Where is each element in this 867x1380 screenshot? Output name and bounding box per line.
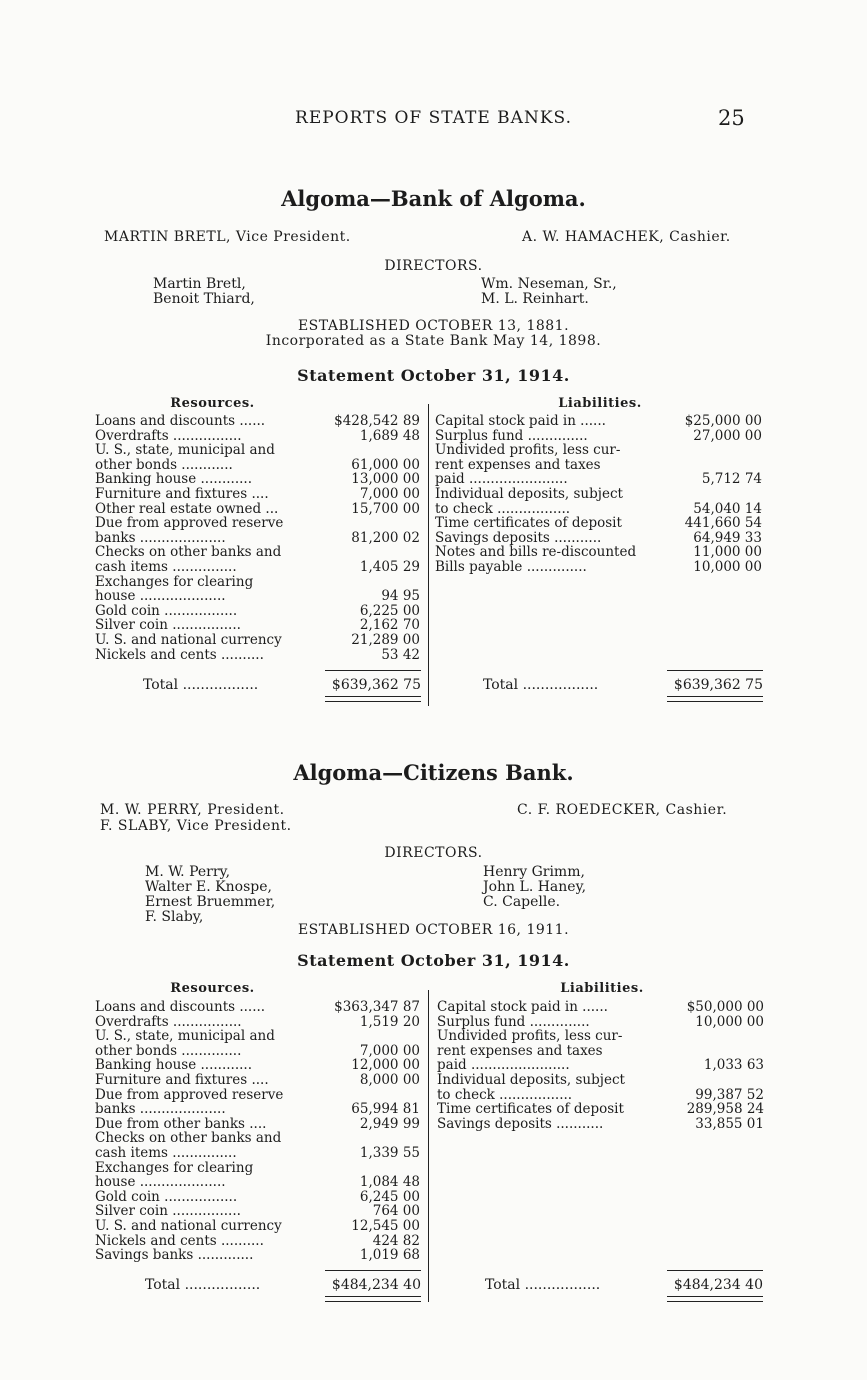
table-row (95, 1117, 420, 1132)
item-amount: 99,387 52 (695, 1086, 764, 1103)
item-amount: 1,405 29 (359, 558, 420, 575)
double-rule (667, 1296, 763, 1302)
item-label: Gold coin ................. (95, 602, 238, 619)
director-name: Walter E. Knospe, (145, 879, 272, 895)
officer-vice-president: F. SLABY, Vice President. (100, 818, 292, 834)
item-label: Individual deposits, subject (437, 1071, 625, 1088)
item-amount: 33,855 01 (695, 1115, 764, 1132)
officer-cashier: A. W. HAMACHEK, Cashier. (522, 229, 731, 245)
total-resources: $484,234 40 (331, 1277, 421, 1293)
director-name: M. W. Perry, (145, 864, 231, 880)
total-label: Total ................. (485, 1277, 601, 1293)
item-label: house .................... (95, 1174, 226, 1191)
incorporated-line: Incorporated as a State Bank May 14, 1898. (265, 333, 602, 349)
item-label: Due from approved reserve (95, 515, 284, 532)
double-rule (667, 696, 763, 702)
item-label: house .................... (95, 588, 226, 605)
item-amount: 1,019 68 (359, 1247, 420, 1264)
item-amount: 6,225 00 (359, 602, 420, 619)
table-row (95, 1175, 420, 1190)
item-label: Loans and discounts ...... (95, 999, 266, 1015)
item-label: Notes and bills re-discounted (435, 544, 637, 561)
item-label: Overdrafts ................ (95, 427, 242, 444)
table-row (437, 1102, 764, 1117)
table-row (95, 604, 420, 619)
total-liabilities: $484,234 40 (673, 1277, 763, 1293)
director-name: C. Capelle. (483, 894, 561, 910)
item-amount: 289,958 24 (686, 1101, 764, 1118)
director-name: F. Slaby, (145, 909, 204, 925)
table-row (95, 545, 420, 560)
table-row (437, 1029, 764, 1044)
table-row (95, 1131, 420, 1146)
double-rule (325, 1296, 421, 1302)
item-label: banks .................... (95, 529, 226, 546)
item-amount: $25,000 00 (684, 413, 762, 429)
item-label: Banking house ............ (95, 1057, 253, 1074)
total-label: Total ................. (145, 1277, 261, 1293)
table-row (95, 1088, 420, 1103)
item-label: U. S., state, municipal and (95, 442, 275, 459)
item-label: rent expenses and taxes (437, 1042, 603, 1059)
item-label: paid ....................... (435, 471, 568, 488)
item-amount: 27,000 00 (693, 427, 762, 444)
table-row (437, 1058, 764, 1073)
director-name: Ernest Bruemmer, (145, 894, 276, 910)
item-amount: 1,339 55 (359, 1144, 420, 1161)
officer-president: M. W. PERRY, President. (100, 802, 285, 818)
item-label: Gold coin ................. (95, 1188, 238, 1205)
liabilities-table (437, 1000, 764, 1131)
item-label: Capital stock paid in ...... (437, 999, 608, 1015)
item-amount: 424 82 (372, 1232, 420, 1249)
total-liabilities: $639,362 75 (673, 677, 763, 693)
table-row (437, 1000, 764, 1015)
item-amount: 7,000 00 (359, 485, 420, 502)
table-row (437, 1088, 764, 1103)
item-label: cash items ............... (95, 1144, 237, 1161)
table-row (95, 560, 420, 575)
item-amount: 1,519 20 (359, 1013, 420, 1030)
total-resources: $639,362 75 (331, 677, 421, 693)
statement-heading: Statement October 31, 1914. (297, 951, 570, 970)
table-row (95, 1058, 420, 1073)
item-label: Savings deposits ........... (435, 529, 602, 546)
item-label: Time certificates of deposit (435, 515, 622, 532)
item-label: Undivided profits, less cur- (437, 1028, 623, 1045)
item-amount: 12,000 00 (351, 1057, 420, 1074)
table-row (95, 1044, 420, 1059)
item-label: Undivided profits, less cur- (435, 442, 621, 459)
item-amount: 64,949 33 (693, 529, 762, 546)
liabilities-heading: Liabilities. (560, 981, 644, 996)
item-label: Surplus fund .............. (435, 427, 588, 444)
resources-heading: Resources. (170, 981, 255, 996)
bank-title: Algoma—Bank of Algoma. (281, 186, 586, 211)
item-label: Individual deposits, subject (435, 485, 623, 502)
item-amount: 1,033 63 (703, 1057, 764, 1074)
table-row (95, 443, 420, 458)
directors-heading: DIRECTORS. (384, 258, 483, 274)
director-name: Benoit Thiard, (153, 291, 255, 307)
item-amount: 54,040 14 (693, 500, 762, 517)
item-label: Exchanges for clearing (95, 573, 254, 590)
item-amount: $428,542 89 (334, 413, 420, 429)
resources-heading: Resources. (170, 396, 255, 411)
table-row (435, 487, 762, 502)
table-row (95, 1234, 420, 1249)
item-label: cash items ............... (95, 558, 237, 575)
total-rule (667, 670, 763, 671)
established-line: ESTABLISHED OCTOBER 13, 1881. (297, 318, 570, 334)
table-row (435, 458, 762, 473)
item-amount: 7,000 00 (359, 1042, 420, 1059)
item-amount: 8,000 00 (359, 1071, 420, 1088)
item-label: to check ................. (437, 1086, 573, 1103)
item-amount: 61,000 00 (351, 456, 420, 473)
item-amount: 65,994 81 (351, 1101, 420, 1118)
director-name: Martin Bretl, (153, 276, 246, 292)
item-label: Nickels and cents .......... (95, 646, 264, 663)
table-row (95, 1000, 420, 1015)
table-row (95, 1204, 420, 1219)
item-amount: 13,000 00 (351, 471, 420, 488)
liabilities-heading: Liabilities. (558, 396, 642, 411)
item-label: Overdrafts ................ (95, 1013, 242, 1030)
total-rule (325, 1270, 421, 1271)
total-label: Total ................. (143, 677, 259, 693)
item-amount: $363,347 87 (334, 999, 420, 1015)
item-label: U. S., state, municipal and (95, 1028, 275, 1045)
table-row (95, 1015, 420, 1030)
table-row (95, 458, 420, 473)
liabilities-table (435, 414, 762, 575)
item-amount: 53 42 (381, 646, 420, 663)
table-row (95, 429, 420, 444)
table-row (95, 1146, 420, 1161)
table-row (95, 1161, 420, 1176)
item-label: Due from other banks .... (95, 1115, 267, 1132)
table-row (435, 429, 762, 444)
table-row (437, 1044, 764, 1059)
item-amount: 441,660 54 (684, 515, 762, 532)
item-amount: 11,000 00 (693, 544, 762, 561)
total-rule (325, 670, 421, 671)
table-row (435, 560, 762, 575)
established-line: ESTABLISHED OCTOBER 16, 1911. (297, 922, 570, 938)
item-amount: 81,200 02 (351, 529, 420, 546)
double-rule (325, 696, 421, 702)
table-row (95, 1190, 420, 1205)
table-row (95, 502, 420, 517)
item-amount: 5,712 74 (701, 471, 762, 488)
item-amount: 94 95 (381, 588, 420, 605)
item-label: Capital stock paid in ...... (435, 413, 606, 429)
officer-cashier: C. F. ROEDECKER, Cashier. (517, 802, 728, 818)
item-label: Time certificates of deposit (437, 1101, 624, 1118)
item-label: paid ....................... (437, 1057, 570, 1074)
table-row (435, 472, 762, 487)
page-number: 25 (718, 106, 745, 130)
table-row (95, 589, 420, 604)
item-amount: 1,084 48 (359, 1174, 420, 1191)
resources-table (95, 1000, 420, 1263)
table-row (95, 516, 420, 531)
item-amount: $50,000 00 (686, 999, 764, 1015)
item-label: Nickels and cents .......... (95, 1232, 264, 1249)
table-row (435, 545, 762, 560)
table-row (95, 575, 420, 590)
table-row (435, 516, 762, 531)
item-label: Silver coin ................ (95, 1203, 241, 1220)
table-row (435, 502, 762, 517)
item-amount: 12,545 00 (351, 1217, 420, 1234)
item-label: rent expenses and taxes (435, 456, 601, 473)
item-label: Bills payable .............. (435, 558, 587, 575)
table-row (437, 1073, 764, 1088)
item-label: Exchanges for clearing (95, 1159, 254, 1176)
item-label: Furniture and fixtures .... (95, 485, 269, 502)
table-row (95, 1029, 420, 1044)
bank-title: Algoma—Citizens Bank. (293, 760, 574, 785)
table-row (95, 1248, 420, 1263)
item-label: banks .................... (95, 1101, 226, 1118)
officer-vice-president: MARTIN BRETL, Vice President. (104, 229, 351, 245)
item-amount: 15,700 00 (351, 500, 420, 517)
item-label: U. S. and national currency (95, 631, 282, 648)
table-row (95, 1102, 420, 1117)
table-row (437, 1015, 764, 1030)
item-label: Silver coin ................ (95, 617, 241, 634)
item-amount: 10,000 00 (695, 1013, 764, 1030)
item-label: Due from approved reserve (95, 1086, 284, 1103)
item-amount: 10,000 00 (693, 558, 762, 575)
item-label: Surplus fund .............. (437, 1013, 590, 1030)
item-amount: 2,949 99 (359, 1115, 420, 1132)
statement-heading: Statement October 31, 1914. (297, 366, 570, 385)
item-label: Checks on other banks and (95, 1130, 282, 1147)
column-divider (428, 404, 429, 706)
item-label: Other real estate owned ... (95, 500, 279, 517)
item-amount: 6,245 00 (359, 1188, 420, 1205)
item-label: other bonds ............ (95, 456, 233, 473)
table-row (435, 443, 762, 458)
item-label: Loans and discounts ...... (95, 413, 266, 429)
table-row (95, 1219, 420, 1234)
item-label: other bonds .............. (95, 1042, 242, 1059)
resources-table (95, 414, 420, 662)
item-label: Savings banks ............. (95, 1247, 254, 1264)
directors-heading: DIRECTORS. (384, 845, 483, 861)
total-label: Total ................. (483, 677, 599, 693)
item-amount: 1,689 48 (359, 427, 420, 444)
item-label: Savings deposits ........... (437, 1115, 604, 1132)
item-label: Furniture and fixtures .... (95, 1071, 269, 1088)
table-row (95, 487, 420, 502)
table-row (95, 618, 420, 633)
item-label: to check ................. (435, 500, 571, 517)
director-name: Henry Grimm, (483, 864, 585, 880)
item-label: Checks on other banks and (95, 544, 282, 561)
table-row (435, 531, 762, 546)
column-divider (428, 990, 429, 1302)
table-row (437, 1117, 764, 1132)
table-row (95, 648, 420, 663)
director-name: John L. Haney, (483, 879, 587, 895)
item-amount: 764 00 (372, 1203, 420, 1220)
item-label: U. S. and national currency (95, 1217, 282, 1234)
table-row (95, 472, 420, 487)
table-row (95, 531, 420, 546)
director-name: M. L. Reinhart. (481, 291, 589, 307)
running-head: REPORTS OF STATE BANKS. (295, 108, 572, 128)
table-row (435, 414, 762, 429)
item-amount: 2,162 70 (359, 617, 420, 634)
total-rule (667, 1270, 763, 1271)
table-row (95, 633, 420, 648)
item-amount: 21,289 00 (351, 631, 420, 648)
table-row (95, 1073, 420, 1088)
table-row (95, 414, 420, 429)
item-label: Banking house ............ (95, 471, 253, 488)
director-name: Wm. Neseman, Sr., (481, 276, 617, 292)
